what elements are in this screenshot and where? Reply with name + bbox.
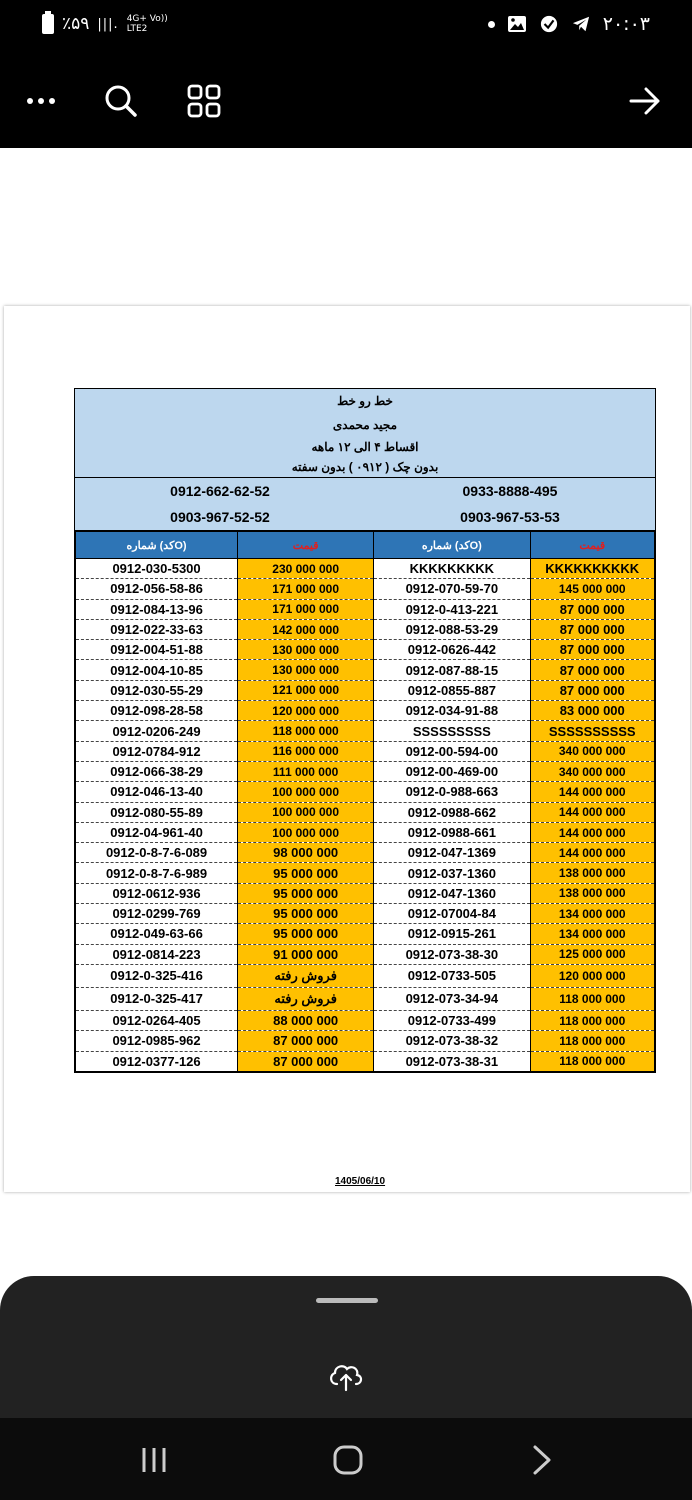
search-button[interactable] [98, 78, 144, 124]
forward-button[interactable] [622, 78, 668, 124]
table-row [76, 599, 655, 619]
phone-number-cell: 0912-00-594-00 [374, 741, 530, 761]
price-cell: 88 000 000 [238, 1010, 374, 1030]
price-cell: SSSSSSSSSS [530, 721, 655, 741]
table-row [76, 863, 655, 883]
bottom-sheet [0, 1276, 692, 1418]
phone-number-cell: 0912-0-8-7-6-989 [76, 863, 238, 883]
phone-number-cell: 0912-034-91-88 [374, 701, 530, 721]
phone-number-cell: 0912-073-38-31 [374, 1051, 530, 1071]
price-cell: 138 000 000 [530, 883, 655, 903]
table-row [76, 761, 655, 781]
drag-handle[interactable] [316, 1298, 378, 1303]
price-cell: 138 000 000 [530, 863, 655, 883]
phone-number-cell: 0912-056-58-86 [76, 579, 238, 599]
table-row [76, 1031, 655, 1051]
price-cell: 118 000 000 [530, 987, 655, 1010]
contact-row [75, 478, 655, 504]
price-cell: 121 000 000 [238, 680, 374, 700]
shield-check-icon [539, 15, 559, 33]
phone-number-cell: 0912-0-413-221 [374, 599, 530, 619]
table-row [76, 701, 655, 721]
table-row [76, 782, 655, 802]
column-header-price: قیمت [530, 532, 655, 559]
table-row [76, 680, 655, 700]
phone-number-cell: 0912-0733-499 [374, 1010, 530, 1030]
price-table [75, 531, 655, 1072]
table-row [76, 721, 655, 741]
phone-number-cell: 0912-098-28-58 [76, 701, 238, 721]
table-body [76, 559, 655, 1072]
status-right [488, 13, 650, 35]
contact-row [75, 504, 655, 530]
more-horizontal-icon [26, 97, 56, 105]
phone-number-cell: 0912-030-55-29 [76, 680, 238, 700]
phone-number-cell: 0912-0206-249 [76, 721, 238, 741]
phone-number-cell: 0912-087-88-15 [374, 660, 530, 680]
home-button[interactable] [328, 1442, 368, 1478]
price-cell: 116 000 000 [238, 741, 374, 761]
table-header-row [76, 532, 655, 559]
price-cell: KKKKKKKKKK [530, 559, 655, 579]
table-row [76, 579, 655, 599]
price-cell: 87 000 000 [530, 640, 655, 660]
table-row [76, 640, 655, 660]
table-row [76, 741, 655, 761]
phone-number-cell: 0912-0855-887 [374, 680, 530, 700]
network-top: 4G+ Vo)) [126, 14, 168, 24]
price-cell: 145 000 000 [530, 579, 655, 599]
search-icon [104, 84, 138, 118]
clock: ۲۰:۰۳ [602, 13, 650, 35]
phone-number-cell: 0912-049-63-66 [76, 924, 238, 944]
table-row [76, 964, 655, 987]
phone-number-cell: 0912-0733-505 [374, 964, 530, 987]
price-cell: 100 000 000 [238, 782, 374, 802]
phone-number-cell: 0912-047-1360 [374, 883, 530, 903]
price-cell: 111 000 000 [238, 761, 374, 781]
table-row [76, 843, 655, 863]
arrow-right-icon [629, 86, 661, 116]
header-title: خط رو خط [337, 394, 393, 408]
price-cell: 144 000 000 [530, 822, 655, 842]
phone-number-cell: 0912-037-1360 [374, 863, 530, 883]
price-cell: 340 000 000 [530, 761, 655, 781]
phone-number-cell: 0912-070-59-70 [374, 579, 530, 599]
price-cell: 100 000 000 [238, 822, 374, 842]
recents-button[interactable] [134, 1442, 174, 1478]
battery-icon [42, 14, 54, 34]
price-cell: 95 000 000 [238, 924, 374, 944]
price-cell: 118 000 000 [530, 1031, 655, 1051]
grid-view-button[interactable] [181, 78, 227, 124]
price-cell: 120 000 000 [238, 701, 374, 721]
price-cell: 340 000 000 [530, 741, 655, 761]
back-button[interactable] [522, 1442, 562, 1478]
phone-number-cell: 0912-0377-126 [76, 1051, 238, 1071]
network-type [127, 14, 168, 34]
price-cell: 100 000 000 [238, 802, 374, 822]
contact-number: 0912-662-62-52 [170, 483, 270, 499]
phone-number-cell: 0912-0985-962 [76, 1031, 238, 1051]
phone-number-cell: 0912-073-38-32 [374, 1031, 530, 1051]
price-cell: 171 000 000 [238, 579, 374, 599]
phone-number-cell: 0912-07004-84 [374, 904, 530, 924]
header-name: مجید محمدی [332, 418, 398, 432]
phone-number-cell: SSSSSSSSS [374, 721, 530, 741]
phone-number-cell: 0912-004-10-85 [76, 660, 238, 680]
price-cell: 130 000 000 [238, 660, 374, 680]
phone-number-cell: 0912-0299-769 [76, 904, 238, 924]
grid-icon [187, 84, 221, 118]
phone-number-cell: 0912-022-33-63 [76, 619, 238, 639]
price-cell: 87 000 000 [238, 1031, 374, 1051]
price-cell: فروش رفته [238, 964, 374, 987]
phone-number-cell: 0912-030-5300 [76, 559, 238, 579]
image-icon [507, 15, 527, 33]
column-header-price: قیمت [238, 532, 374, 559]
price-cell: 171 000 000 [238, 599, 374, 619]
table-row [76, 619, 655, 639]
price-cell: 134 000 000 [530, 904, 655, 924]
price-cell: 230 000 000 [238, 559, 374, 579]
back-icon [531, 1444, 553, 1476]
price-cell: 120 000 000 [530, 964, 655, 987]
phone-number-cell: 0912-080-55-89 [76, 802, 238, 822]
price-cell: 95 000 000 [238, 904, 374, 924]
price-cell: 91 000 000 [238, 944, 374, 964]
price-cell: 87 000 000 [530, 660, 655, 680]
contact-numbers [75, 478, 655, 531]
notification-dot-icon [488, 21, 495, 28]
phone-number-cell: 0912-0988-662 [374, 802, 530, 822]
status-bar [0, 0, 692, 54]
more-button[interactable] [18, 78, 64, 124]
price-cell: 87 000 000 [530, 599, 655, 619]
home-icon [332, 1444, 364, 1476]
price-cell: 118 000 000 [530, 1010, 655, 1030]
table-row [76, 883, 655, 903]
table-row [76, 559, 655, 579]
price-cell: 87 000 000 [530, 680, 655, 700]
price-cell: 87 000 000 [530, 619, 655, 639]
table-row [76, 924, 655, 944]
price-cell: 95 000 000 [238, 863, 374, 883]
phone-number-cell: 0912-073-34-94 [374, 987, 530, 1010]
price-cell: 144 000 000 [530, 843, 655, 863]
table-row [76, 944, 655, 964]
price-cell: 144 000 000 [530, 782, 655, 802]
price-cell: 87 000 000 [238, 1051, 374, 1071]
phone-number-cell: 0912-0-325-416 [76, 964, 238, 987]
phone-number-cell: 0912-0-325-417 [76, 987, 238, 1010]
sheet-header [75, 389, 655, 478]
price-sheet [74, 388, 656, 1073]
price-cell: 144 000 000 [530, 802, 655, 822]
price-cell: 95 000 000 [238, 883, 374, 903]
recents-icon [139, 1446, 169, 1474]
column-header-number: شماره (کدO) [76, 532, 238, 559]
table-row [76, 1051, 655, 1071]
phone-number-cell: 0912-0988-661 [374, 822, 530, 842]
phone-number-cell: 0912-084-13-96 [76, 599, 238, 619]
price-cell: 118 000 000 [530, 1051, 655, 1071]
price-cell: 142 000 000 [238, 619, 374, 639]
network-bottom: LTE2 [126, 24, 148, 34]
table-row [76, 660, 655, 680]
phone-number-cell: 0912-0-988-663 [374, 782, 530, 802]
phone-number-cell: 0912-066-38-29 [76, 761, 238, 781]
table-row [76, 987, 655, 1010]
price-cell: فروش رفته [238, 987, 374, 1010]
status-left [42, 14, 168, 34]
document-page[interactable] [4, 306, 690, 1192]
header-conditions: بدون چک ( ۰۹۱۲ ) بدون سفته [291, 460, 439, 474]
telegram-icon [571, 15, 591, 33]
document-date: 1405/06/10 [335, 1176, 386, 1187]
table-row [76, 904, 655, 924]
phone-number-cell: 0912-04-961-40 [76, 822, 238, 842]
phone-number-cell: 0912-0915-261 [374, 924, 530, 944]
price-cell: 118 000 000 [238, 721, 374, 741]
phone-number-cell: 0912-0-8-7-6-089 [76, 843, 238, 863]
phone-number-cell: 0912-0264-405 [76, 1010, 238, 1030]
phone-number-cell: 0912-046-13-40 [76, 782, 238, 802]
table-row [76, 822, 655, 842]
system-nav-bar [0, 1418, 692, 1500]
price-cell: 98 000 000 [238, 843, 374, 863]
price-cell: 83 000 000 [530, 701, 655, 721]
phone-number-cell: 0912-0626-442 [374, 640, 530, 660]
phone-number-cell: 0912-047-1369 [374, 843, 530, 863]
phone-number-cell: 0912-088-53-29 [374, 619, 530, 639]
table-row [76, 802, 655, 822]
contact-number: 0903-967-52-52 [170, 509, 270, 525]
signal-icon: |||. [97, 16, 119, 32]
battery-level: ٪۵۹ [62, 14, 90, 34]
price-cell: 125 000 000 [530, 944, 655, 964]
phone-number-cell: 0912-0784-912 [76, 741, 238, 761]
contact-number: 0903-967-53-53 [460, 509, 560, 525]
phone-number-cell: 0912-0612-936 [76, 883, 238, 903]
price-cell: 130 000 000 [238, 640, 374, 660]
phone-number-cell: 0912-004-51-88 [76, 640, 238, 660]
column-header-number: شماره (کدO) [374, 532, 530, 559]
phone-number-cell: 0912-0814-223 [76, 944, 238, 964]
phone-number-cell: 0912-073-38-30 [374, 944, 530, 964]
contact-number: 0933-8888-495 [462, 483, 558, 499]
phone-number-cell: KKKKKKKKK [374, 559, 530, 579]
price-cell: 134 000 000 [530, 924, 655, 944]
header-installments: اقساط ۴ الی ۱۲ ماهه [311, 440, 419, 454]
cloud-upload-icon[interactable] [326, 1356, 366, 1396]
app-toolbar [0, 54, 692, 148]
table-row [76, 1010, 655, 1030]
phone-number-cell: 0912-00-469-00 [374, 761, 530, 781]
